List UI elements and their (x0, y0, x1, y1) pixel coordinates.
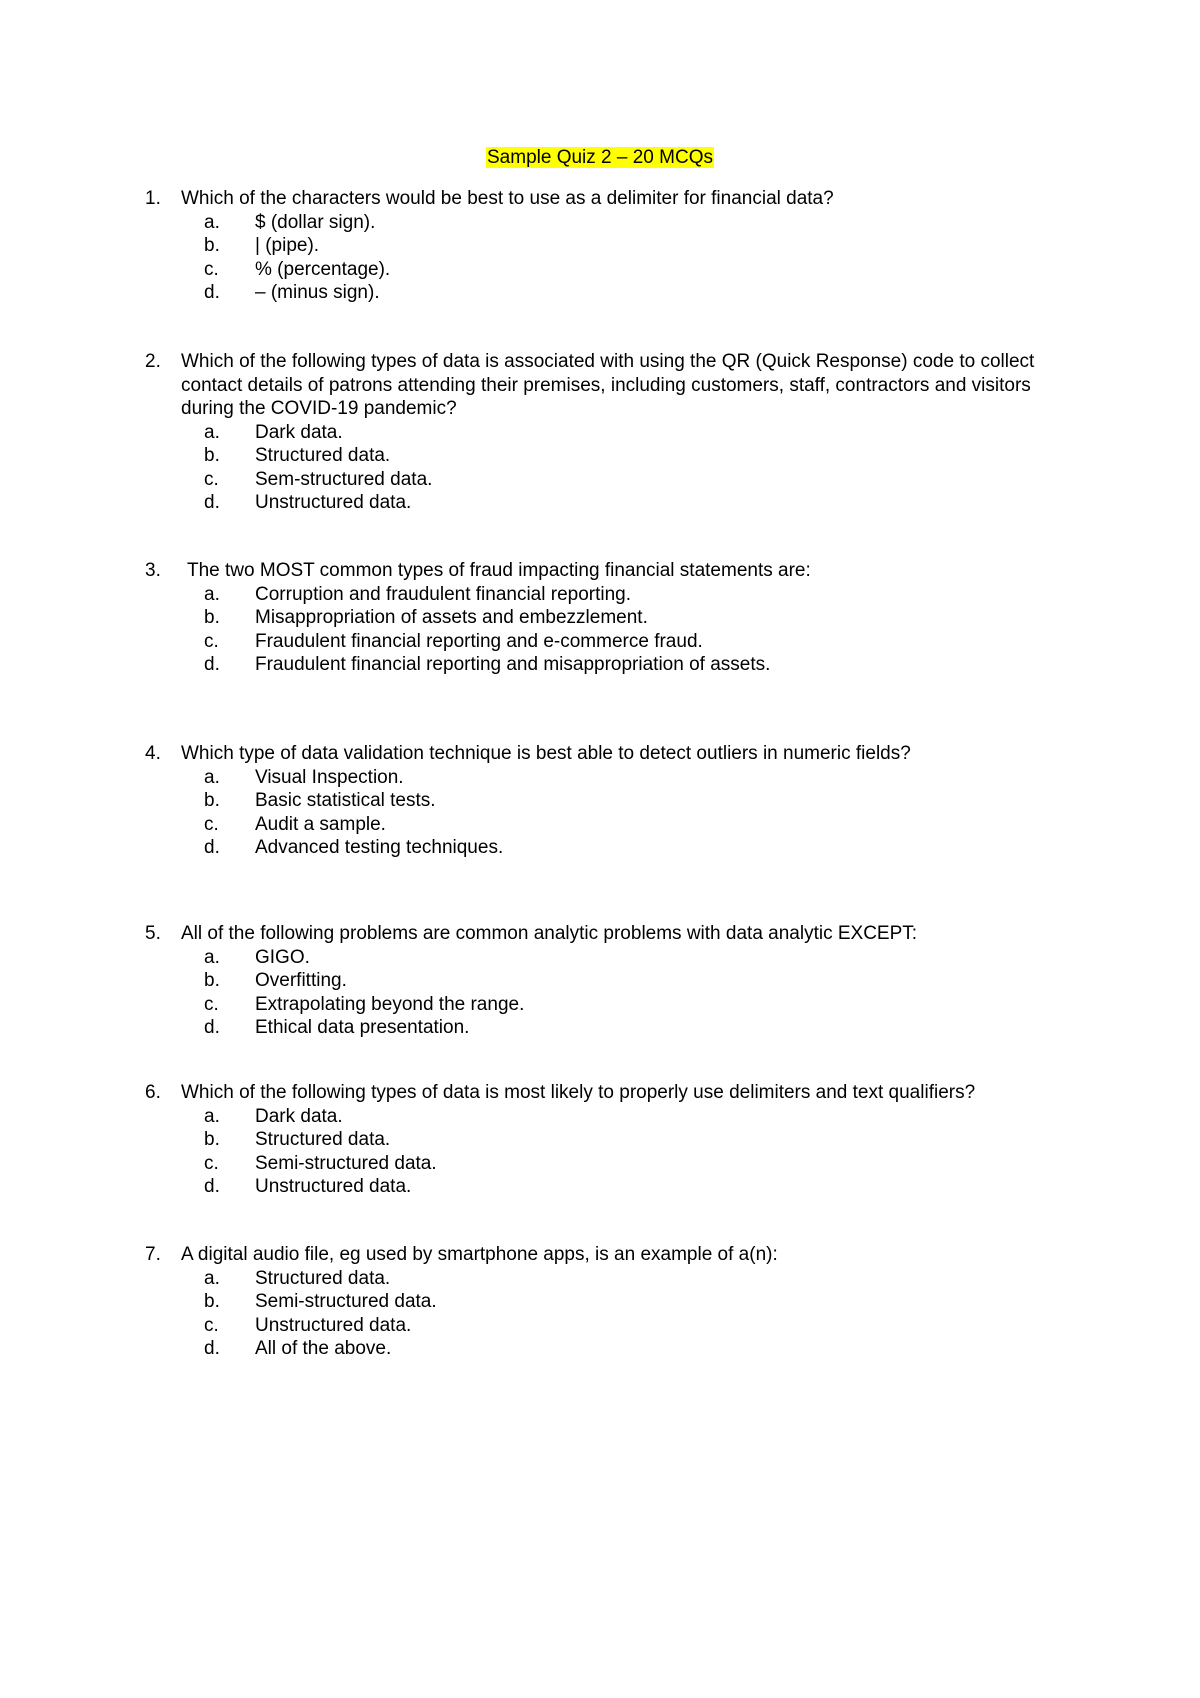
option-letter: b. (204, 790, 220, 811)
option-text: – (minus sign). (255, 282, 380, 303)
option-text: Structured data. (255, 445, 391, 466)
question-1 (145, 187, 1065, 305)
option-letter: c. (204, 1152, 219, 1174)
option-b (145, 234, 1065, 258)
option-text: Extrapolating beyond the range. (255, 993, 525, 1015)
option-b (145, 789, 1065, 813)
option-c (145, 258, 1065, 282)
options-list (145, 946, 1065, 1040)
option-letter: c. (204, 993, 219, 1015)
option-text: Ethical data presentation. (255, 1017, 470, 1038)
option-letter: d. (204, 837, 220, 858)
option-letter: c. (204, 1314, 219, 1336)
option-letter: b. (204, 1129, 220, 1150)
option-text: Advanced testing techniques. (255, 837, 504, 858)
option-letter: d. (204, 492, 220, 513)
option-letter: d. (204, 1176, 220, 1197)
option-text: Basic statistical tests. (255, 790, 436, 811)
options-list (145, 766, 1065, 860)
question-text: Which type of data validation technique is best able to detect outliers in numeric fields? (181, 743, 911, 764)
option-d (145, 281, 1065, 305)
question-header (145, 742, 1065, 766)
option-letter: d. (204, 1338, 220, 1359)
question-text: The two MOST common types of fraud impacting financial statements are: (187, 560, 811, 581)
option-text: Structured data. (255, 1267, 391, 1289)
question-6 (145, 1081, 1065, 1199)
option-text: Corruption and fraudulent financial reporting. (255, 583, 632, 605)
question-header (145, 559, 1065, 583)
option-text: GIGO. (255, 946, 310, 968)
option-text: Overfitting. (255, 970, 347, 991)
option-c (145, 1314, 1065, 1338)
option-letter: a. (204, 421, 220, 443)
question-header (145, 1081, 1065, 1105)
option-letter: d. (204, 282, 220, 303)
option-text: Unstructured data. (255, 1314, 412, 1336)
option-letter: a. (204, 766, 220, 788)
question-text: Which of the following types of data is associated with using the QR (Quick Response) code to collect contact details of patrons attending their premises, including customers, staff, contractors and visitors during the COVID-19 pandemic? (181, 351, 1035, 419)
question-number: 4. (145, 743, 161, 764)
option-d (145, 1175, 1065, 1199)
question-number: 5. (145, 923, 161, 944)
option-text: Visual Inspection. (255, 766, 404, 788)
option-a (145, 946, 1065, 970)
option-text: Fraudulent financial reporting and e-commerce fraud. (255, 630, 703, 652)
option-text: $ (dollar sign). (255, 211, 376, 233)
option-a (145, 583, 1065, 607)
option-text: % (percentage). (255, 258, 391, 280)
option-c (145, 630, 1065, 654)
option-letter: d. (204, 654, 220, 675)
option-d (145, 1016, 1065, 1040)
option-d (145, 1337, 1065, 1361)
option-letter: c. (204, 468, 219, 490)
option-b (145, 606, 1065, 630)
question-3 (145, 559, 1065, 677)
option-c (145, 468, 1065, 492)
option-b (145, 1128, 1065, 1152)
option-b (145, 444, 1065, 468)
option-text: Unstructured data. (255, 492, 412, 513)
question-text: A digital audio file, eg used by smartphone apps, is an example of a(n): (181, 1244, 778, 1265)
option-letter: a. (204, 1105, 220, 1127)
option-b (145, 969, 1065, 993)
page-title: Sample Quiz 2 – 20 MCQs (487, 147, 713, 168)
question-2 (145, 350, 1065, 515)
option-letter: d. (204, 1017, 220, 1038)
option-d (145, 836, 1065, 860)
question-number: 3. (145, 560, 161, 581)
option-text: Audit a sample. (255, 813, 386, 835)
option-text: Structured data. (255, 1129, 391, 1150)
option-text: Unstructured data. (255, 1176, 412, 1197)
question-number: 6. (145, 1082, 161, 1103)
option-c (145, 1152, 1065, 1176)
options-list (145, 583, 1065, 677)
option-letter: b. (204, 1291, 220, 1312)
option-text: Dark data. (255, 1105, 343, 1127)
option-b (145, 1290, 1065, 1314)
question-number: 2. (145, 351, 161, 372)
question-number: 7. (145, 1244, 161, 1265)
option-letter: a. (204, 946, 220, 968)
question-header (145, 187, 1065, 211)
option-text: Fraudulent financial reporting and misappropriation of assets. (255, 654, 771, 675)
option-letter: a. (204, 1267, 220, 1289)
option-text: | (pipe). (255, 235, 320, 256)
option-letter: c. (204, 813, 219, 835)
question-7 (145, 1243, 1065, 1361)
option-text: Semi-structured data. (255, 1152, 437, 1174)
question-5 (145, 922, 1065, 1040)
option-c (145, 813, 1065, 837)
option-a (145, 766, 1065, 790)
option-d (145, 653, 1065, 677)
option-letter: a. (204, 583, 220, 605)
options-list (145, 421, 1065, 515)
option-d (145, 491, 1065, 515)
question-text: Which of the characters would be best to use as a delimiter for financial data? (181, 188, 834, 209)
option-text: Dark data. (255, 421, 343, 443)
question-text: All of the following problems are common analytic problems with data analytic EXCEPT: (181, 923, 918, 944)
question-header (145, 922, 1065, 946)
option-letter: c. (204, 258, 219, 280)
option-a (145, 1267, 1065, 1291)
option-a (145, 421, 1065, 445)
option-text: Sem-structured data. (255, 468, 433, 490)
option-c (145, 993, 1065, 1017)
question-number: 1. (145, 188, 161, 209)
option-text: Semi-structured data. (255, 1291, 437, 1312)
option-letter: b. (204, 445, 220, 466)
question-text: Which of the following types of data is most likely to properly use delimiters and text qualifiers? (181, 1082, 976, 1103)
option-text: All of the above. (255, 1338, 392, 1359)
option-a (145, 1105, 1065, 1129)
options-list (145, 1267, 1065, 1361)
option-letter: b. (204, 607, 220, 628)
title-container (0, 146, 1200, 170)
question-4 (145, 742, 1065, 860)
option-text: Misappropriation of assets and embezzlement. (255, 607, 648, 628)
option-letter: a. (204, 211, 220, 233)
options-list (145, 1105, 1065, 1199)
question-header (145, 350, 1065, 421)
option-a (145, 211, 1065, 235)
option-letter: b. (204, 235, 220, 256)
options-list (145, 211, 1065, 305)
question-header (145, 1243, 1065, 1267)
option-letter: c. (204, 630, 219, 652)
option-letter: b. (204, 970, 220, 991)
